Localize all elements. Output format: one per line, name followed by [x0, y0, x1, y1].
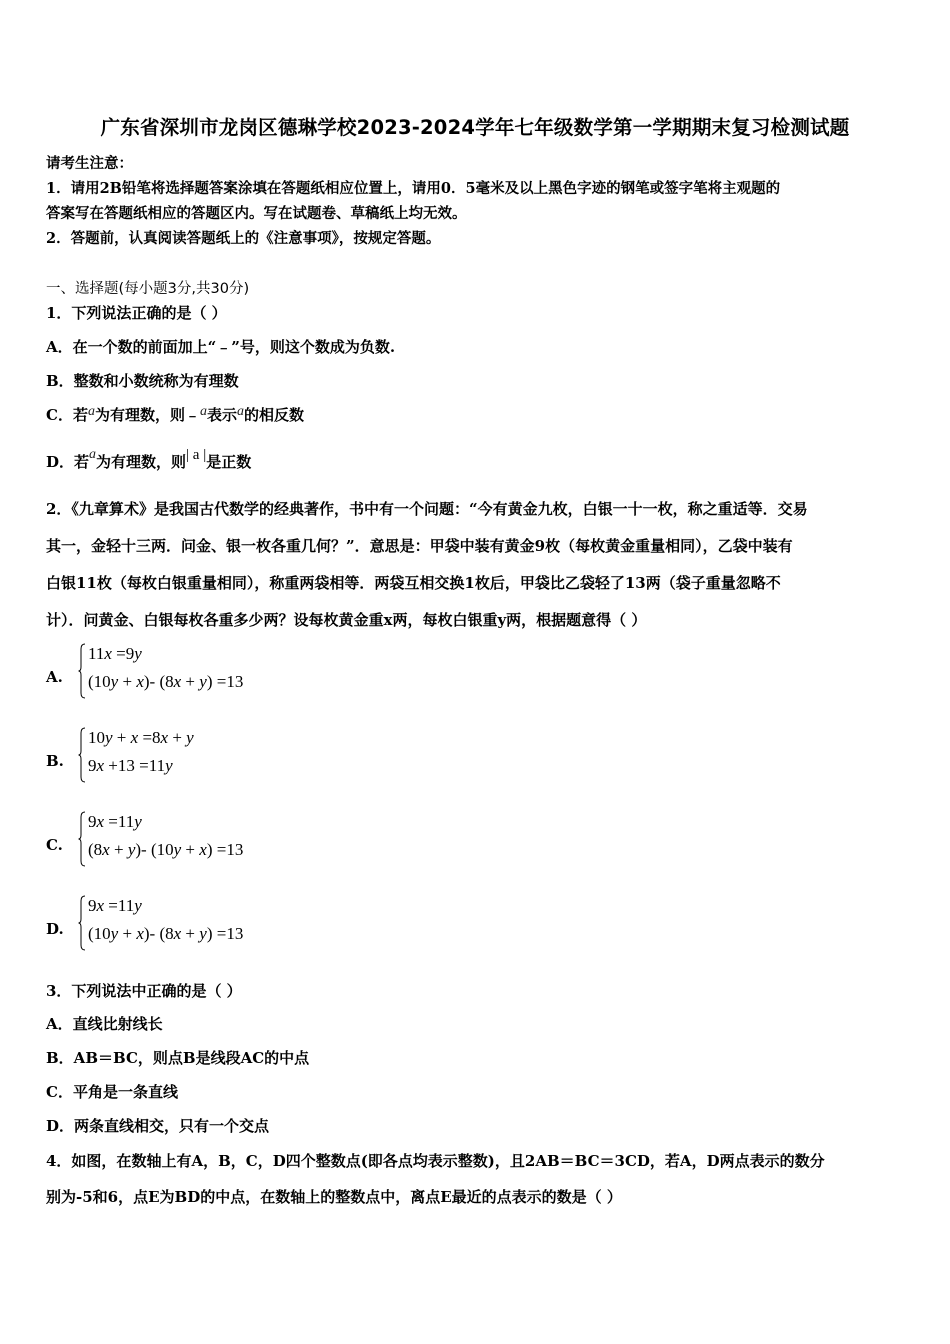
notice-line-2: 答案写在答题纸相应的答题区内。写在试题卷、草稿纸上均无效。 — [46, 205, 467, 222]
q3-option-a: A．直线比射线长 — [46, 1015, 163, 1033]
q1-d-mid: 为有理数，则 — [96, 453, 187, 471]
brace-icon — [78, 811, 86, 867]
q3-stem: 3．下列说法中正确的是（ ） — [46, 982, 242, 1000]
q2-option-c-system — [78, 811, 298, 869]
q3-option-d: D．两条直线相交，只有一个交点 — [46, 1117, 270, 1135]
q1-option-b: B．整数和小数统称为有理数 — [46, 372, 239, 390]
q2-option-b-label: B. — [46, 752, 64, 770]
q1-c-post: 的相反数 — [243, 406, 304, 424]
section-heading: 一、选择题(每小题3分,共30分) — [46, 281, 250, 297]
q2-option-d-label: D. — [46, 920, 64, 938]
q1-c-mid1: 为有理数，则﹣ — [94, 406, 200, 424]
q1-c-mid2: 表示 — [206, 406, 237, 424]
equation-2: (8x + y)- (10y + x) =13 — [88, 840, 244, 859]
q2-option-a-system — [78, 643, 298, 701]
var-a: a — [236, 404, 244, 419]
q2-stem-line-3: 白银11枚（每枚白银重量相同），称重两袋相等．两袋互相交换1枚后，甲袋比乙袋轻了13两（袋子重量忽略不 — [46, 574, 781, 592]
exam-title: 广东省深圳市龙岗区德琳学校2023-2024学年七年级数学第一学期期末复习检测试题 — [100, 116, 850, 139]
q2-option-a-label: A. — [46, 668, 63, 686]
notice-line-3: 2．答题前，认真阅读答题纸上的《注意事项》，按规定答题。 — [46, 230, 441, 247]
var-a: a — [87, 404, 95, 419]
q1-option-c — [46, 404, 304, 425]
var-a: a — [89, 447, 97, 462]
q2-stem-line-1: 2．《九章算术》是我国古代数学的经典著作，书中有一个问题：“今有黄金九枚，白银一十一枚，称之重适等．交易 — [46, 500, 808, 518]
q1-option-a: A．在一个数的前面加上“﹣”号，则这个数成为负数. — [46, 338, 396, 356]
q2-stem-line-4: 计）．问黄金、白银每枚各重多少两？设每枚黄金重x两，每枚白银重y两，根据题意得（ ） — [46, 611, 647, 629]
q1-c-prefix: C．若 — [46, 406, 88, 424]
equation-1: 9x =11y — [88, 812, 142, 831]
equation-2: 9x +13 =11y — [88, 756, 173, 775]
brace-icon — [78, 643, 86, 699]
q2-option-b-system — [78, 727, 298, 785]
q1-option-d — [46, 447, 252, 472]
q1-d-post: 是正数 — [206, 453, 252, 471]
brace-icon — [78, 727, 86, 783]
q3-option-b: B．AB＝BC，则点B是线段AC的中点 — [46, 1049, 310, 1067]
brace-icon — [78, 895, 86, 951]
notice-line-1: 1．请用2B铅笔将选择题答案涂填在答题纸相应位置上，请用0．5毫米及以上黑色字迹的钢笔或签字笔将主观题的 — [46, 180, 781, 197]
equation-2: (10y + x)- (8x + y) =13 — [88, 672, 244, 691]
q2-option-c-label: C. — [46, 836, 63, 854]
q3-option-c: C．平角是一条直线 — [46, 1083, 178, 1101]
equation-1: 10y + x =8x + y — [88, 728, 194, 747]
q2-option-d-system — [78, 895, 298, 953]
abs-a: | a | — [186, 447, 207, 463]
q2-stem-line-2: 其一，金轻十三两．问金、银一枚各重几何？”．意思是：甲袋中装有黄金9枚（每枚黄金重量相同），乙袋中装有 — [46, 537, 793, 555]
var-a: a — [199, 404, 207, 419]
q1-stem: 1．下列说法正确的是（ ） — [46, 304, 227, 322]
notice-heading: 请考生注意： — [46, 155, 133, 172]
q4-stem-line-1: 4．如图，在数轴上有A，B，C，D四个整数点(即各点均表示整数)，且2AB＝BC＝3CD，若A，D两点表示的数分 — [46, 1152, 825, 1170]
q4-stem-line-2: 别为-5和6，点E为BD的中点，在数轴上的整数点中，离点E最近的点表示的数是（ ） — [46, 1188, 622, 1206]
q1-d-prefix: D．若 — [46, 453, 90, 471]
equation-1: 9x =11y — [88, 896, 142, 915]
equation-1: 11x =9y — [88, 644, 142, 663]
equation-2: (10y + x)- (8x + y) =13 — [88, 924, 244, 943]
